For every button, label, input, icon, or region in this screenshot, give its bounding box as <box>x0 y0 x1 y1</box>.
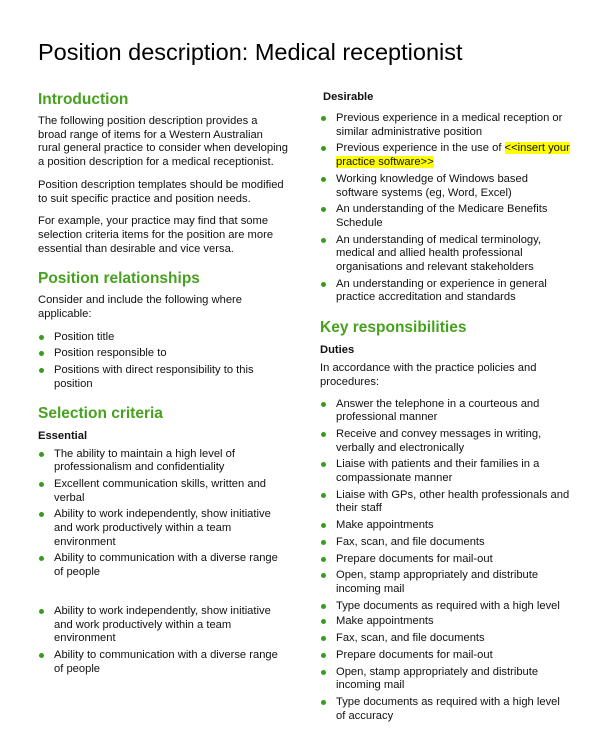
list-item-text: Answer the telephone in a courteous and professional manner <box>336 397 540 424</box>
list-item-text: Open, stamp appropriately and distribute incoming mail <box>336 665 539 692</box>
bullet-icon <box>39 452 44 457</box>
list-item <box>320 600 570 614</box>
bullet-icon <box>39 351 44 356</box>
bullet-icon <box>321 432 326 437</box>
bullet-icon <box>39 653 44 658</box>
essential-list <box>38 448 288 580</box>
bullet-icon <box>321 493 326 498</box>
list-item-text: An understanding or experience in general practice accreditation and standards <box>336 277 547 304</box>
relationships-heading: Position relationships <box>38 270 200 288</box>
bullet-icon <box>39 609 44 614</box>
bullet-icon <box>321 116 326 121</box>
duties-label: Duties <box>320 344 355 357</box>
list-item <box>320 142 570 169</box>
list-item <box>320 458 570 485</box>
duties-list <box>320 398 570 724</box>
bullet-icon <box>321 619 326 624</box>
list-item-text: Positions with direct responsibility to this position <box>54 364 254 390</box>
essential-extra-list <box>38 605 288 677</box>
software-placeholder-highlight: <<insert your practice software>> <box>336 142 570 169</box>
list-item <box>320 536 570 550</box>
list-item-text: An understanding of medical terminology, medical and allied health professional organisations and relevant stakeholders <box>336 233 542 274</box>
list-item <box>320 666 570 693</box>
list-item <box>320 632 570 646</box>
list-item-text: The ability to maintain a high level of professionalism and confidentiality <box>54 447 235 474</box>
list-item <box>38 508 288 549</box>
list-item <box>38 552 288 579</box>
list-item <box>38 347 288 361</box>
bullet-icon <box>321 700 326 705</box>
bullet-icon <box>39 482 44 487</box>
bullet-icon <box>321 402 326 407</box>
page-title: Position description: Medical receptionist <box>38 39 463 65</box>
list-item-text: Type documents as required with a high level of accuracy <box>336 695 560 722</box>
desirable-label: Desirable <box>323 91 374 103</box>
relationships-intro: Consider and include the following where applicable: <box>38 294 242 321</box>
list-item <box>320 553 570 567</box>
list-item-text: Make appointments <box>336 615 434 628</box>
list-item-text: Previous experience in the use of <box>336 142 505 155</box>
list-item-text: Ability to communication with a diverse range of people <box>54 552 278 579</box>
list-item <box>38 331 288 345</box>
bullet-icon <box>321 636 326 641</box>
bullet-icon <box>321 653 326 658</box>
duties-intro: In accordance with the practice policies and procedures: <box>320 362 537 388</box>
bullet-icon <box>321 604 326 609</box>
list-item-text: Prepare documents for mail-out <box>336 552 493 565</box>
bullet-icon <box>39 556 44 561</box>
introduction-heading: Introduction <box>38 91 129 108</box>
list-item-text: Make appointments <box>336 519 434 532</box>
bullet-icon <box>39 335 44 340</box>
desirable-list <box>320 112 570 305</box>
list-item <box>320 234 570 275</box>
list-item-text: Previous experience in a medical reception or similar administrative position <box>336 112 563 138</box>
list-item <box>320 173 570 200</box>
bullet-icon <box>39 512 44 517</box>
bullet-icon <box>321 540 326 545</box>
list-item-text: Position title <box>54 330 115 343</box>
list-item-text: Receive and convey messages in writing, verbally and electronically <box>336 427 542 454</box>
list-item <box>320 112 570 139</box>
list-item-text: Ability to communication with a diverse range of people <box>54 648 278 675</box>
essential-label: Essential <box>38 429 88 442</box>
bullet-icon <box>321 207 326 212</box>
list-item <box>320 398 570 425</box>
relationships-list <box>38 331 288 392</box>
list-item <box>320 696 570 723</box>
list-item-text: Working knowledge of Windows based software systems (eg, Word, Excel) <box>336 172 528 199</box>
list-item-text: Prepare documents for mail-out <box>336 648 493 661</box>
list-item-text: Liaise with patients and their families in a compassionate manner <box>336 458 540 485</box>
bullet-icon <box>321 670 326 675</box>
intro-paragraph: Position description templates should be modified to suit specific practice and position needs. <box>38 178 284 205</box>
intro-paragraph: For example, your practice may find that some selection criteria items for the position are more essential than desirable and vice versa. <box>38 215 274 255</box>
bullet-icon <box>321 146 326 151</box>
list-item <box>38 605 288 646</box>
list-item-text: Fax, scan, and file documents <box>336 632 485 645</box>
left-column <box>38 90 288 676</box>
list-item-text: Excellent communication skills, written and verbal <box>54 477 267 504</box>
list-item <box>38 649 288 676</box>
bullet-icon <box>321 462 326 467</box>
list-item <box>38 448 288 475</box>
list-item-text: Ability to work independently, show initiative and work productively within a team environment <box>54 508 271 548</box>
list-item-text: Open, stamp appropriately and distribute incoming mail <box>336 569 539 595</box>
list-item-text: Liaise with GPs, other health professionals and their staff <box>336 488 570 515</box>
bullet-icon <box>321 238 326 243</box>
list-item-text: Fax, scan, and file documents <box>336 535 485 548</box>
list-item <box>38 364 288 391</box>
list-item <box>38 478 288 505</box>
list-item <box>320 615 570 629</box>
bullet-icon <box>321 573 326 578</box>
right-column <box>320 90 570 723</box>
bullet-icon <box>321 282 326 287</box>
bullet-icon <box>39 368 44 373</box>
list-item <box>320 489 570 516</box>
list-item-text: An understanding of the Medicare Benefits Schedule <box>336 203 548 229</box>
bullet-icon <box>321 523 326 528</box>
key-responsibilities-heading: Key responsibilities <box>320 319 467 337</box>
selection-criteria-heading: Selection criteria <box>38 404 163 422</box>
list-item <box>320 519 570 533</box>
bullet-icon <box>321 177 326 182</box>
list-item <box>320 203 570 230</box>
list-item-text: Ability to work independently, show initiative and work productively within a team environment <box>54 604 271 645</box>
list-item <box>320 649 570 663</box>
intro-paragraph: The following position description provides a broad range of items for a Western Australian rural general practice to consider when developing a position description for a medical receptionist. <box>38 115 289 169</box>
list-item <box>320 569 570 596</box>
bullet-icon <box>321 557 326 562</box>
list-item <box>320 428 570 455</box>
list-item-text: Position responsible to <box>54 347 167 360</box>
list-item <box>320 278 570 305</box>
list-item-text: Type documents as required with a high level <box>336 599 560 612</box>
